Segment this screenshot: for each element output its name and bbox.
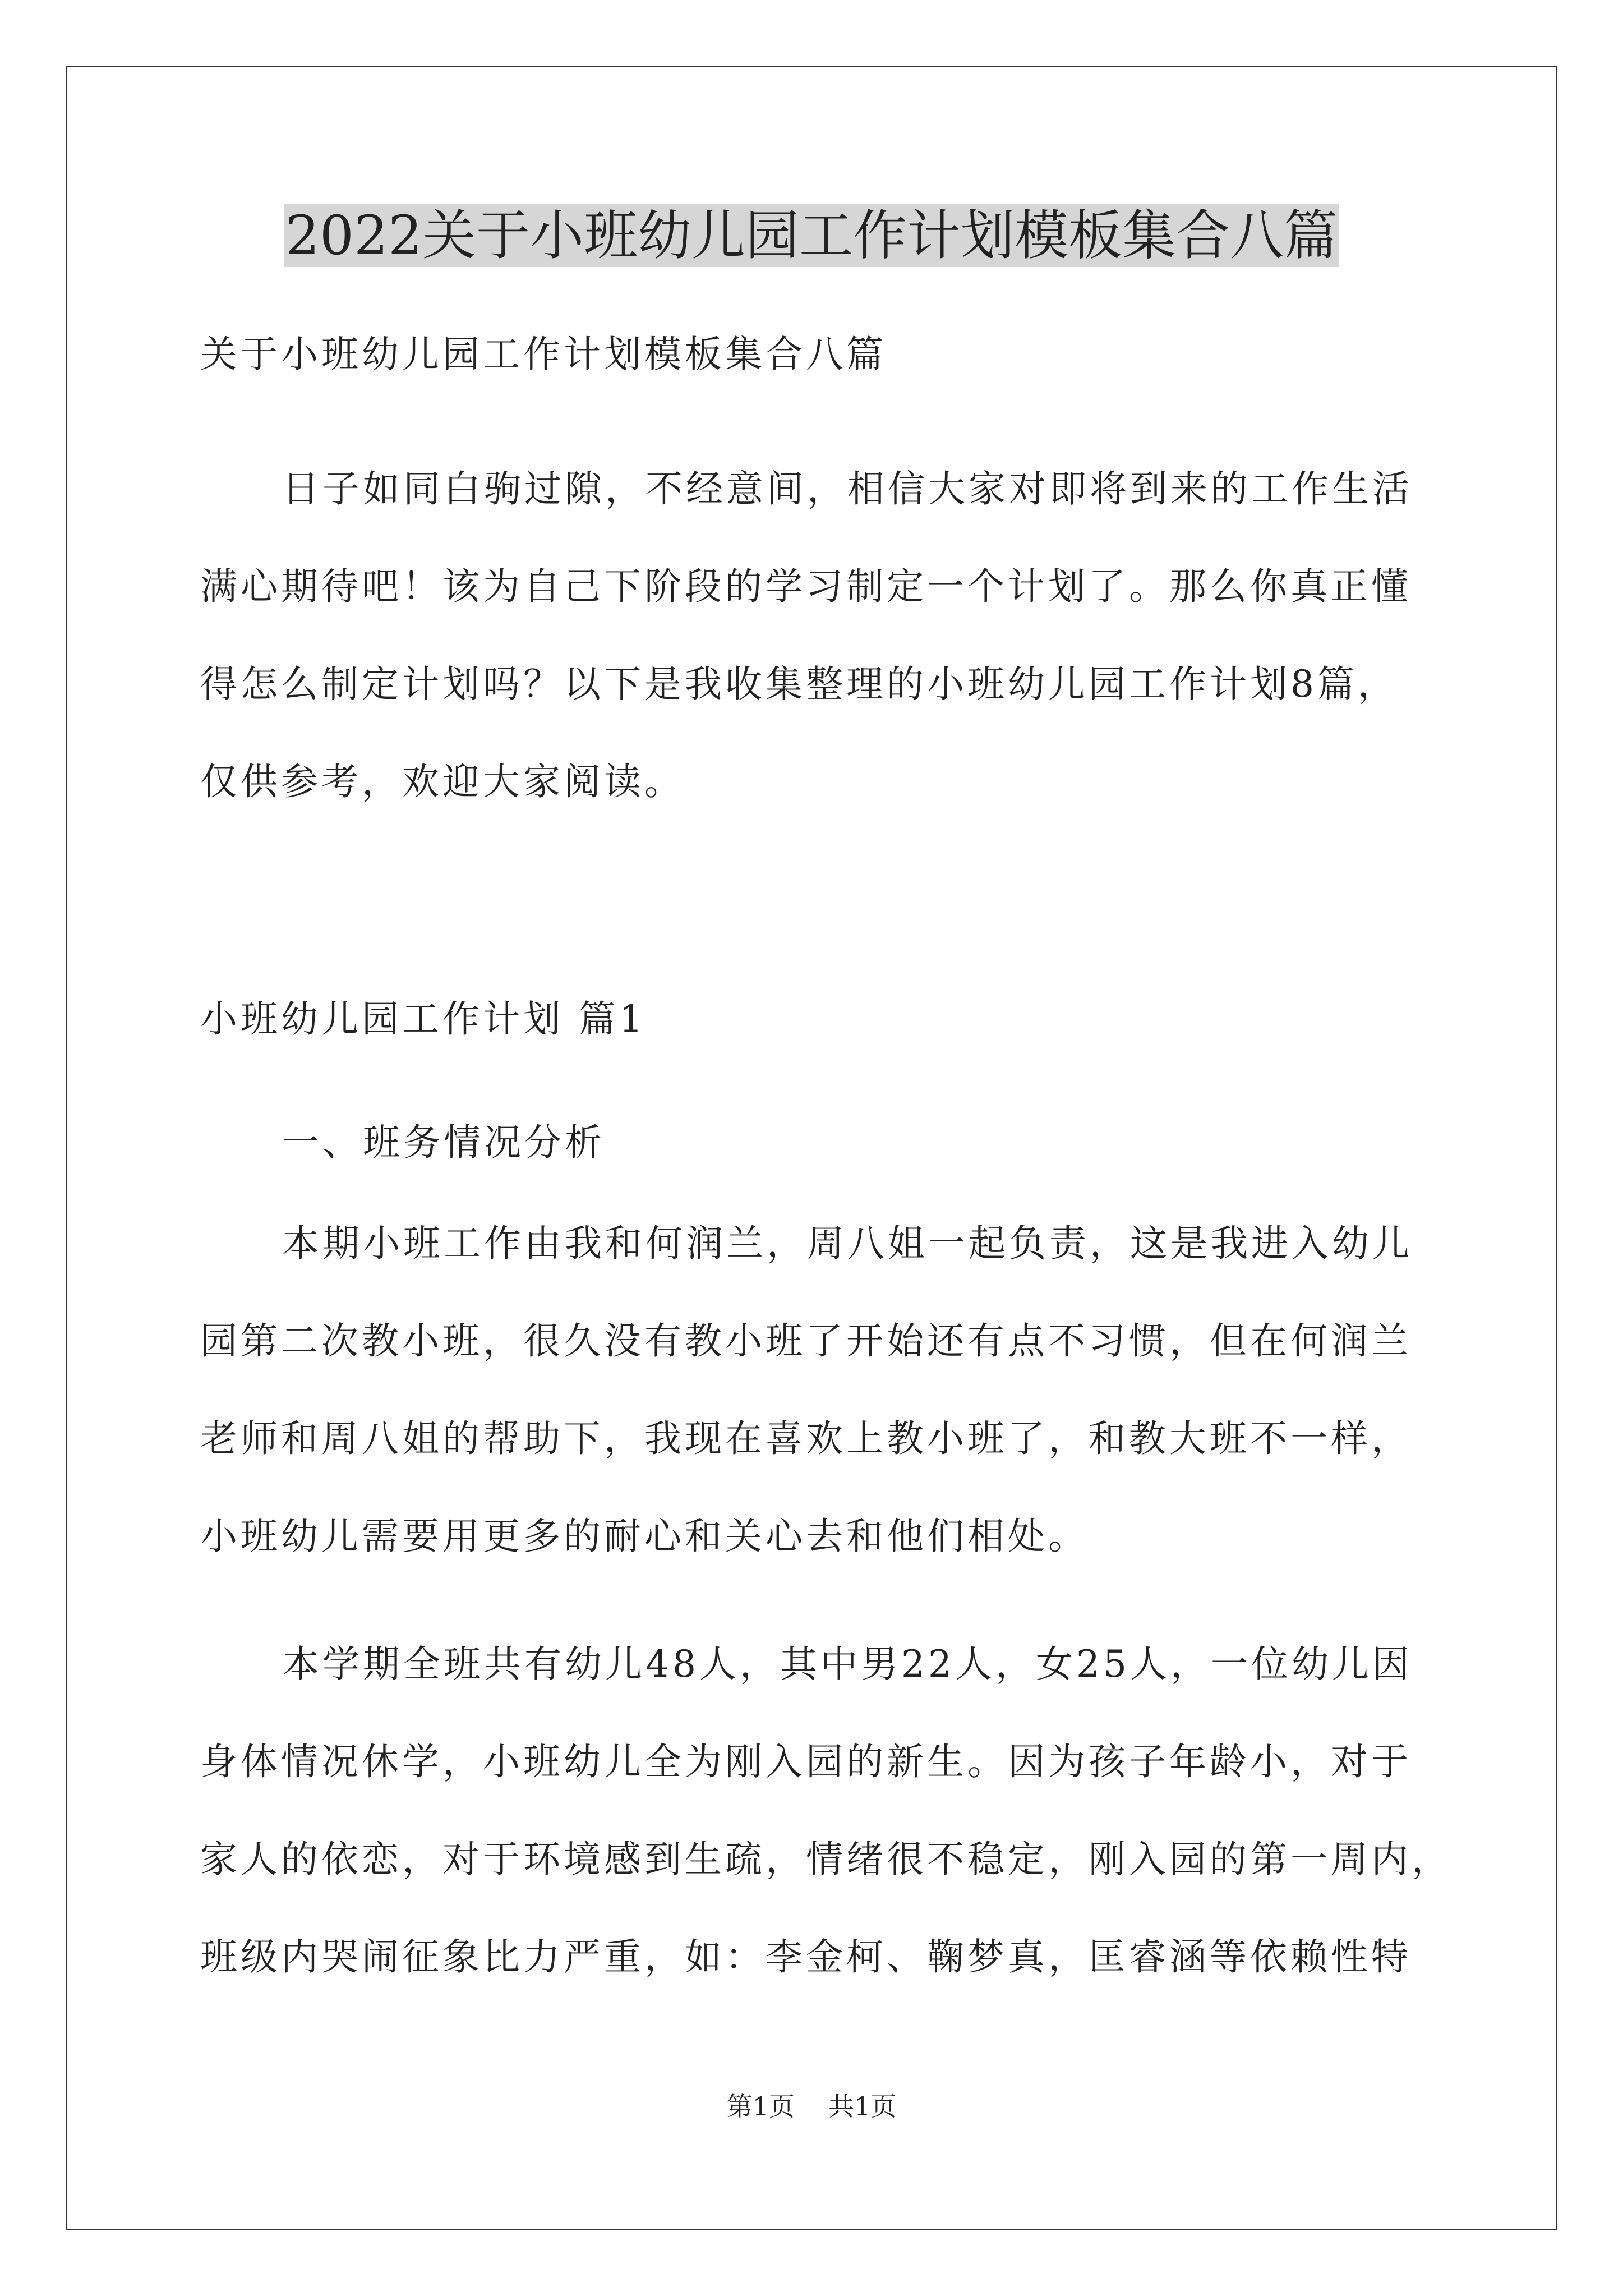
section-heading-block [200, 970, 1434, 1068]
paragraph-line: 班级内哭闹征象比力严重，如：李金柯、鞠梦真，匡睿涵等依赖性特 [200, 1935, 1412, 1978]
subsection-heading-block [200, 1094, 1434, 1191]
intro-line: 得怎么制定计划吗？以下是我收集整理的小班幼儿园工作计划8篇， [200, 662, 1398, 706]
document-title-text: 2022关于小班幼儿园工作计划模板集合八篇 [285, 204, 1338, 267]
document-title [0, 199, 1623, 272]
document-subtitle: 关于小班幼儿园工作计划模板集合八篇 [200, 333, 887, 376]
paragraph-line: 园第二次教小班，很久没有教小班了开始还有点不习惯，但在何润兰 [200, 1319, 1412, 1363]
paragraph-line: 小班幼儿需要用更多的耐心和关心去和他们相处。 [200, 1515, 1089, 1558]
paragraph-line: 老师和周八姐的帮助下，我现在喜欢上教小班了，和教大班不一样， [200, 1417, 1412, 1460]
page-number: 第1页 [726, 2091, 795, 2122]
page-footer [0, 2090, 1623, 2123]
intro-line: 日子如同白驹过隙，不经意间，相信大家对即将到来的工作生活 [282, 467, 1413, 510]
subsection-heading: 一、班务情况分析 [282, 1121, 605, 1164]
page-total: 共1页 [828, 2091, 897, 2122]
intro-paragraph [200, 440, 1434, 831]
paragraph-line: 本学期全班共有幼儿48人，其中男22人，女25人，一位幼儿因 [282, 1642, 1413, 1686]
paragraph-2 [200, 1616, 1452, 2006]
section-heading: 小班幼儿园工作计划 篇1 [200, 997, 646, 1041]
paragraph-1 [200, 1195, 1434, 1585]
intro-line: 仅供参考，欢迎大家阅读。 [200, 760, 685, 803]
document-body [200, 306, 1434, 403]
paragraph-line: 身体情况休学，小班幼儿全为刚入园的新生。因为孩子年龄小，对于 [200, 1740, 1412, 1783]
paragraph-line: 家人的依恋，对于环境感到生疏，情绪很不稳定，刚入园的第一周内， [200, 1838, 1452, 1881]
intro-line: 满心期待吧！该为自己下阶段的学习制定一个计划了。那么你真正懂 [200, 565, 1412, 608]
paragraph-line: 本期小班工作由我和何润兰，周八姐一起负责，这是我进入幼儿 [282, 1222, 1413, 1265]
